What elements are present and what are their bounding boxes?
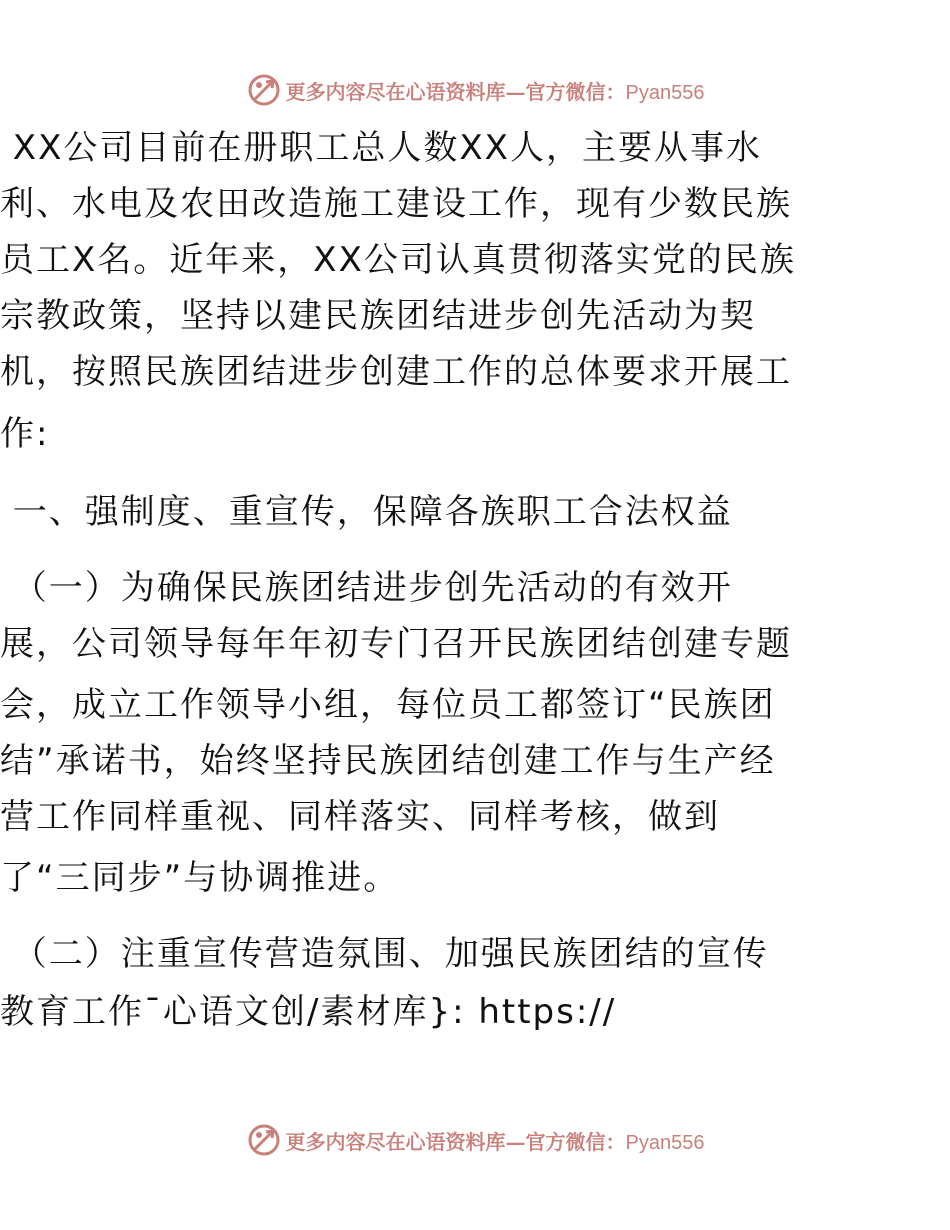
- body-line: （二）注重宣传营造氛围、加强民族团结的宣传: [0, 934, 769, 974]
- footer-wechat-id: Pyan556: [625, 1131, 705, 1154]
- body-line: 员工X名。近年来，XX公司认真贯彻落实党的民族: [0, 240, 796, 280]
- body-line: 机，按照民族团结进步创建工作的总体要求开展工: [0, 352, 792, 392]
- footer-banner-text: 更多内容尽在心语资料库—官方微信：Pyan556: [285, 1129, 705, 1154]
- brand-logo-icon: [246, 1122, 282, 1158]
- header-banner: [0, 70, 950, 110]
- body-line: （一）为确保民族团结进步创先活动的有效开: [0, 568, 733, 608]
- body-line: 宗教政策，坚持以建民族团结进步创先活动为契: [0, 296, 756, 336]
- body-line: XX公司目前在册职工总人数XX人，主要从事水: [0, 128, 762, 168]
- body-line: 作:: [0, 414, 50, 454]
- body-line: 营工作同样重视、同样落实、同样考核，做到: [0, 797, 720, 837]
- body-line: 利、水电及农田改造施工建设工作，现有少数民族: [0, 184, 792, 224]
- section-heading: 一、强制度、重宣传，保障各族职工合法权益: [0, 492, 733, 532]
- footer-banner: [0, 1120, 950, 1160]
- body-line: 会，成立工作领导小组，每位员工都签订“民族团: [0, 685, 776, 725]
- body-line: 展，公司领导每年年初专门召开民族团结创建专题: [0, 624, 792, 664]
- body-line: 教育工作¯心语文创/素材库}: https://: [0, 992, 617, 1032]
- header-banner-text: 更多内容尽在心语资料库—官方微信：Pyan556: [285, 79, 705, 104]
- body-line: 结”承诺书，始终坚持民族团结创建工作与生产经: [0, 741, 776, 781]
- body-line: 了“三同步”与协调推进。: [0, 858, 400, 898]
- header-wechat-id: Pyan556: [625, 81, 705, 104]
- brand-logo-icon: [246, 72, 282, 108]
